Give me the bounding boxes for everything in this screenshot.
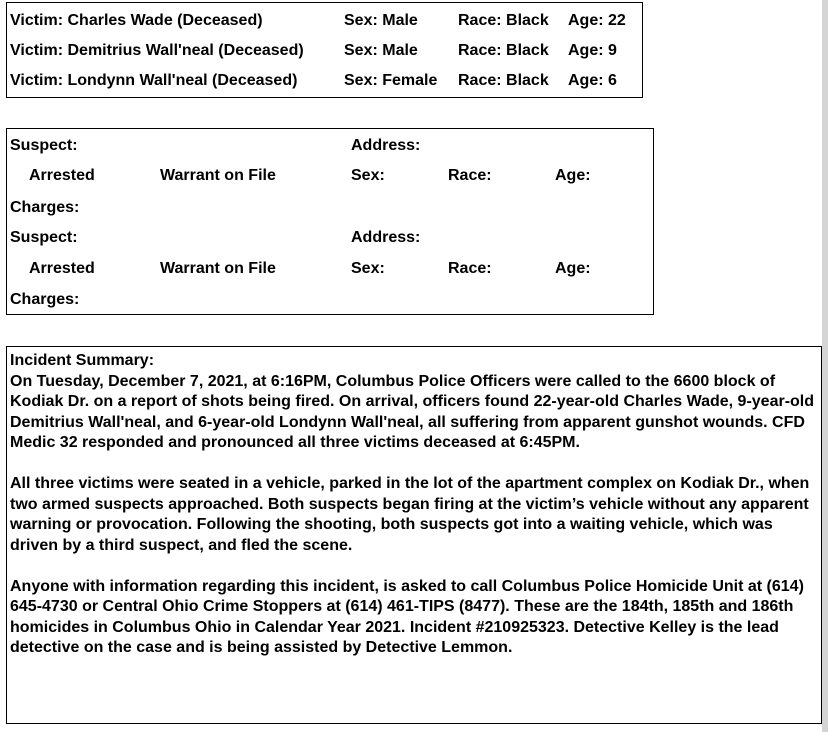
- age-label: Age:: [555, 167, 591, 184]
- victim-name: Victim: Charles Wade (Deceased): [10, 12, 263, 29]
- victim-age: Age: 6: [568, 72, 617, 89]
- age-label: Age:: [555, 260, 591, 277]
- summary-paragraph: On Tuesday, December 7, 2021, at 6:16PM, Columbus Police Officers were called to the 6600 block of Kodiak Dr. on a report of shots being fired. On arrival, officers found 22-year-old Charles Wade, 9-year-old Demitrius Wall'neal, and 6-year-old Londynn Wall'neal, all suffering from apparent gunshot wounds. CFD Medic 32 responded and pronounced all three victims deceased at 6:45PM.: [10, 372, 815, 451]
- victim-age: Age: 22: [568, 12, 626, 29]
- race-label: Race:: [448, 260, 492, 277]
- victim-sex: Sex: Male: [344, 12, 418, 29]
- victims-table: [6, 2, 643, 98]
- address-label: Address:: [351, 229, 421, 246]
- victim-race: Race: Black: [458, 42, 549, 59]
- summary-paragraph: Anyone with information regarding this incident, is asked to call Columbus Police Homicide Unit at (614) 645-4730 or Central Ohio Crime Stoppers at (614) 461-TIPS (8477). These are the 184th, 185th and 186th homicides in Columbus Ohio in Calendar Year 2021. Incident #210925323. Detective Kelley is the lead detective on the case and is being assisted by Detective Lemmon.: [10, 577, 804, 656]
- warrant-label: Warrant on File: [160, 260, 276, 277]
- scrollbar-edge: [822, 0, 828, 732]
- summary-heading: Incident Summary:: [10, 352, 155, 369]
- arrested-label: Arrested: [29, 167, 95, 184]
- suspects-table: [6, 128, 654, 315]
- victim-sex: Sex: Female: [344, 72, 438, 89]
- incident-summary: [6, 346, 822, 724]
- victim-race: Race: Black: [458, 72, 549, 89]
- charges-label: Charges:: [10, 291, 80, 308]
- sex-label: Sex:: [351, 167, 385, 184]
- charges-label: Charges:: [10, 199, 80, 216]
- suspect-label: Suspect:: [10, 229, 78, 246]
- victim-name: Victim: Londynn Wall'neal (Deceased): [10, 72, 298, 89]
- suspect-label: Suspect:: [10, 137, 78, 154]
- arrested-label: Arrested: [29, 260, 95, 277]
- address-label: Address:: [351, 137, 421, 154]
- victim-race: Race: Black: [458, 12, 549, 29]
- sex-label: Sex:: [351, 260, 385, 277]
- race-label: Race:: [448, 167, 492, 184]
- warrant-label: Warrant on File: [160, 167, 276, 184]
- summary-paragraph: All three victims were seated in a vehicle, parked in the lot of the apartment complex on Kodiak Dr., when two armed suspects approached. Both suspects began firing at the victim’s vehicle without any apparent warning or provocation. Following the shooting, both suspects got into a waiting vehicle, which was driven by a third suspect, and fled the scene.: [10, 475, 810, 554]
- victim-age: Age: 9: [568, 42, 617, 59]
- victim-name: Victim: Demitrius Wall'neal (Deceased): [10, 42, 304, 59]
- victim-sex: Sex: Male: [344, 42, 418, 59]
